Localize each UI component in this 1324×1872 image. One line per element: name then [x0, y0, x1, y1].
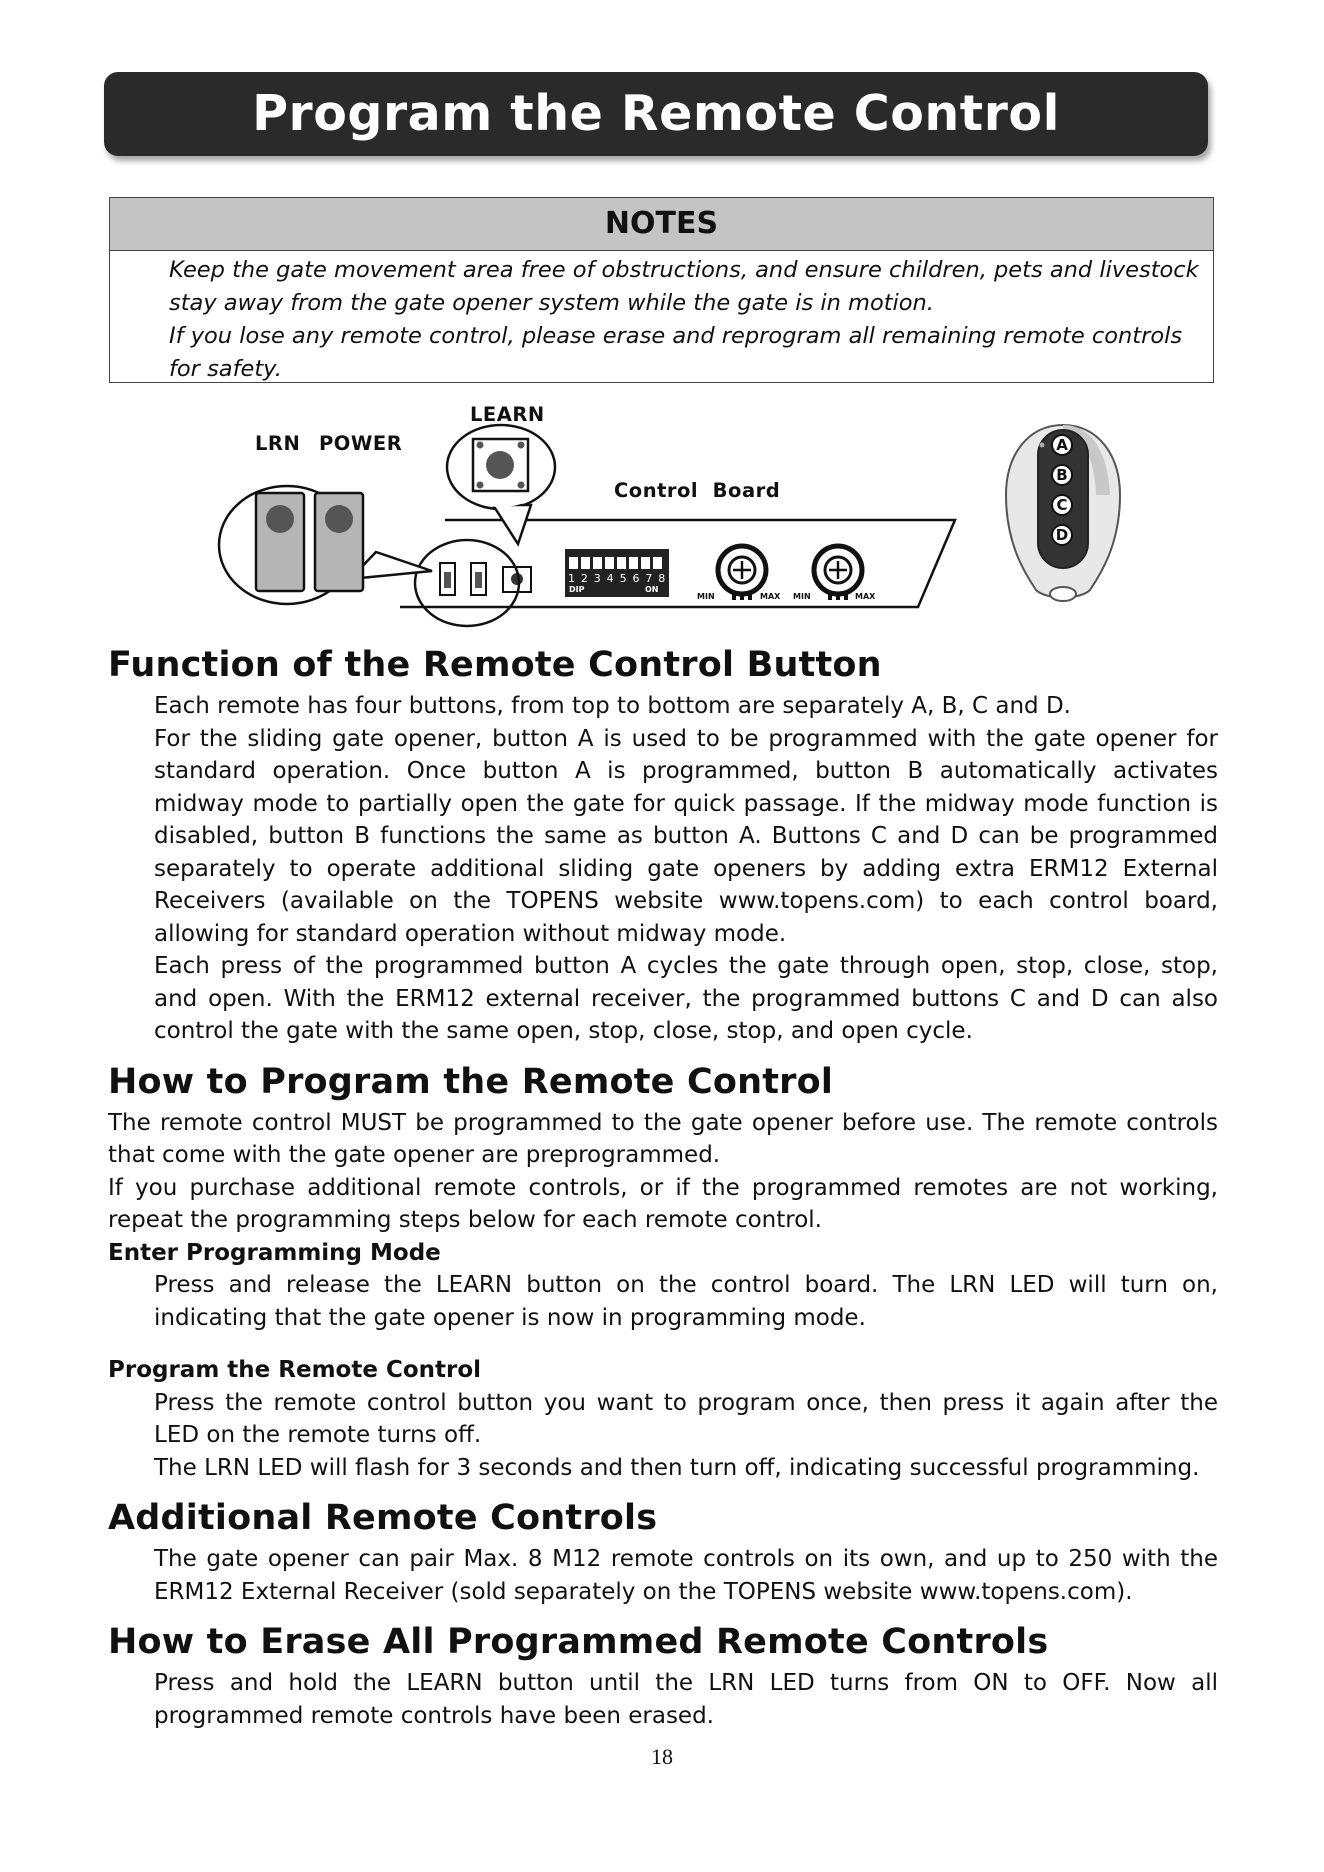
dip-on-label: ON [645, 585, 659, 594]
additional-heading: Additional Remote Controls [108, 1498, 658, 1538]
power-label: POWER [319, 432, 403, 455]
erase-p1: Press and hold the LEARN button until the LRN LED turns from ON to OFF. Now all programmed remote controls have been erased. [154, 1670, 1218, 1729]
remote-button-b: B [1051, 464, 1073, 486]
function-p2: For the sliding gate opener, button A is used to be programmed with the gate opener for standard operation. Once button A is programmed, button B automatically activates midway mode to partially open the gate for quick passage. If the midway mode function is disabled, button B functions the same as button A. Buttons C and D can be programmed separately to operate additional sliding gate openers by adding extra ERM12 External Receivers (available on the TOPENS website www.topens.com) to each control board, allowing for standard operation without midway mode. [154, 725, 1218, 947]
pot1-max-label: MAX [760, 592, 781, 601]
page-title-banner [104, 72, 1208, 156]
function-p1: Each remote has four buttons, from top to bottom are separately A, B, C and D. [154, 693, 1071, 719]
led-zoom-callout [219, 486, 432, 604]
program-remote-p1: Press the remote control button you want to program once, then press it again after the LED on the remote turns off. [154, 1389, 1218, 1448]
pot1-min-label: MIN [697, 592, 715, 601]
control-board-diagram [0, 395, 1324, 635]
note-lost-remote: If you lose any remote control, please erase and reprogram all remaining remote controls for safety. [169, 323, 1183, 382]
how-to-p1: The remote control MUST be programmed to the gate opener before use. The remote controls that come with the gate opener are preprogrammed. [108, 1109, 1218, 1168]
remote-button-stack [1051, 434, 1075, 554]
additional-p1: The gate opener can pair Max. 8 M12 remote controls on its own, and up to 250 with the ERM12 External Receiver (sold separately on the TOPENS website www.topens.com). [154, 1546, 1218, 1605]
pot2-min-label: MIN [793, 592, 811, 601]
notes-body [110, 254, 1213, 386]
remote-button-c: C [1051, 494, 1073, 516]
lrn-label: LRN [255, 432, 301, 455]
dip-numbers: 1 2 3 4 5 6 7 8 [568, 572, 667, 585]
program-remote-p2: The LRN LED will flash for 3 seconds and then turn off, indicating successful programming. [154, 1454, 1200, 1481]
notes-box [109, 197, 1214, 383]
enter-mode-p: Press and release the LEARN button on the control board. The LRN LED will turn on, indicating that the gate opener is now in programming mode. [154, 1272, 1218, 1331]
function-heading: Function of the Remote Control Button [108, 645, 882, 685]
remote-button-a: A [1051, 434, 1073, 456]
diagram-graphic [0, 395, 1324, 635]
enter-mode-heading: Enter Programming Mode [108, 1239, 441, 1266]
page-title: Program the Remote Control [252, 85, 1060, 142]
control-board-label: Control Board [614, 479, 781, 502]
learn-zoom-callout [447, 425, 555, 544]
function-p3: Each press of the programmed button A cycles the gate through open, stop, close, stop, and open. With the ERM12 external receiver, the programmed buttons C and D can also control the gate with the same open, stop, close, stop, and open cycle. [154, 953, 1218, 1044]
erase-heading: How to Erase All Programmed Remote Controls [108, 1622, 1049, 1662]
how-to-heading: How to Program the Remote Control [108, 1061, 834, 1102]
main-content [108, 640, 1218, 1732]
pot2-max-label: MAX [855, 592, 876, 601]
learn-label: LEARN [470, 403, 545, 426]
dip-label: DIP [569, 585, 585, 594]
notes-heading: NOTES [110, 198, 1213, 251]
remote-button-d: D [1051, 524, 1073, 546]
potentiometer-1 [718, 546, 766, 600]
program-remote-heading: Program the Remote Control [108, 1357, 482, 1383]
how-to-p2: If you purchase additional remote controls, or if the programmed remotes are not working, repeat the programming steps below for each remote control. [108, 1174, 1218, 1233]
page-number: 18 [651, 1744, 673, 1769]
note-obstructions: Keep the gate movement area free of obstructions, and ensure children, pets and livestock stay away from the gate opener system while the gate is in motion. [169, 257, 1199, 316]
